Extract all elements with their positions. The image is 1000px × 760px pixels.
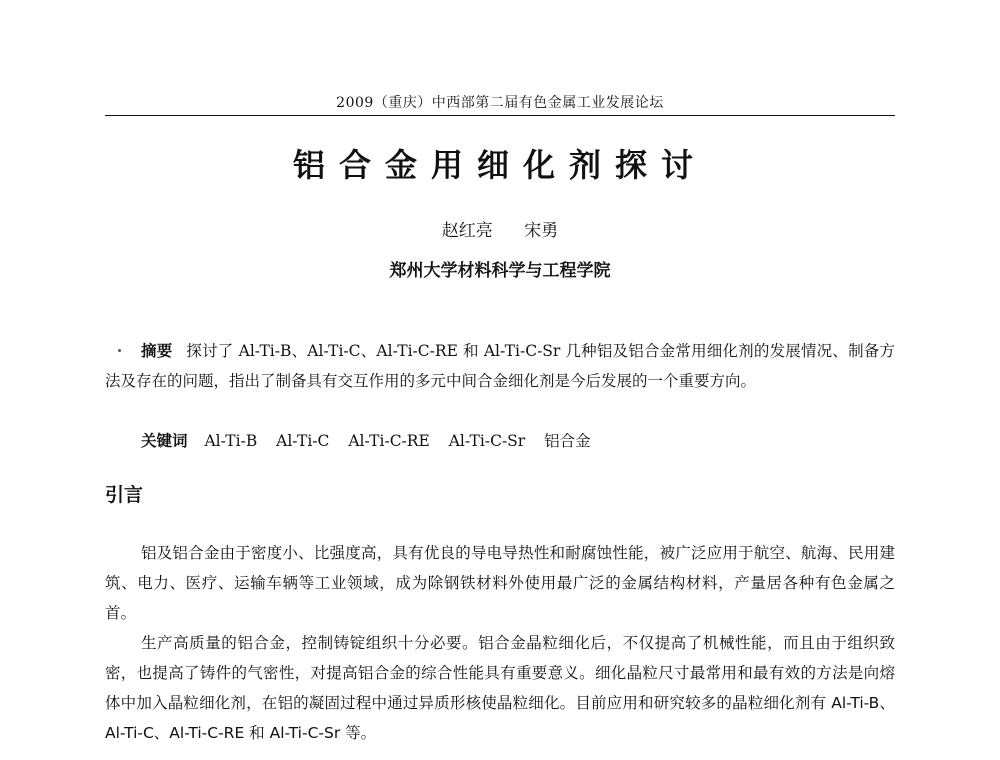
header-rule [105, 115, 895, 116]
abstract-text: 探讨了 Al-Ti-B、Al-Ti-C、Al-Ti-C-RE 和 Al-Ti-C-Sr 几种铝及铝合金常用细化剂的发展情况、制备方法及存在的问题，指出了制备具有交互作用的多元中间合金细化剂是今后发展的一个重要方向。 [105, 342, 895, 390]
keywords-label: 关键词 [141, 432, 188, 450]
paper-authors: 赵红亮 宋勇 [441, 221, 559, 241]
paper-title: 铝合金用细化剂探讨 [292, 146, 707, 184]
abstract [105, 336, 895, 396]
keyword-item: Al-Ti-C-RE [348, 432, 430, 450]
keyword-item: Al-Ti-C [276, 432, 330, 450]
keyword-item: Al-Ti-C-Sr [448, 432, 526, 450]
running-header: 2009（重庆）中西部第二届有色金属工业发展论坛 [336, 95, 664, 111]
section-heading: 引言 [105, 484, 144, 506]
keyword-item: 铝合金 [544, 432, 591, 450]
keywords [141, 426, 895, 456]
abstract-label: 摘要 [141, 342, 173, 360]
paper-affiliation: 郑州大学材料科学与工程学院 [389, 261, 611, 281]
body-paragraph: 生产高质量的铝合金，控制铸锭组织十分必要。铝合金晶粒细化后，不仅提高了机械性能，而且由于组织致密，也提高了铸件的气密性，对提高铝合金的综合性能具有重要意义。细化晶粒尺寸最常用和最有效的方法是向熔体中加入晶粒细化剂，在铝的凝固过程中通过异质形核使晶粒细化。目前应用和研究较多的晶粒细化剂有 Al-Ti-B、Al-Ti-C、Al-Ti-C-RE 和 Al-Ti-C-Sr 等。 [105, 634, 895, 742]
body-paragraph: 铝及铝合金由于密度小、比强度高，具有优良的导电导热性和耐腐蚀性能，被广泛应用于航空、航海、民用建筑、电力、医疗、运输车辆等工业领域，成为除钢铁材料外使用最广泛的金属结构材料，产量居各种有色金属之首。 [105, 544, 895, 622]
keyword-item: Al-Ti-B [204, 432, 258, 450]
